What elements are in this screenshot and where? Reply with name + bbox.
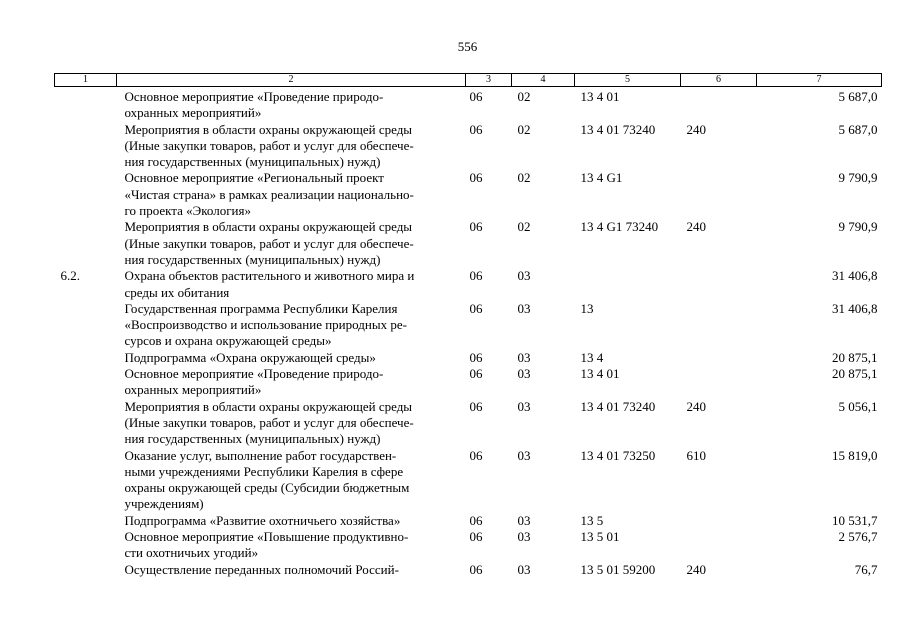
row-target-code: 13 5 xyxy=(580,512,604,528)
row-target-code: 13 4 01 73240 xyxy=(580,121,656,137)
row-subsection: 03 xyxy=(517,398,531,414)
row-target-code: 13 4 G1 xyxy=(580,170,623,186)
table-row xyxy=(55,350,882,366)
row-name: Мероприятия в области охраны окружающей среды (Иные закупки товаров, работ и услуг для обеспече- ния государственных (муниципальных) нужд) xyxy=(124,219,414,267)
row-name: Подпрограмма «Охрана окружающей среды» xyxy=(124,349,376,365)
table-row xyxy=(55,513,882,529)
header-col-6: 6 xyxy=(681,74,757,87)
page-number: 556 xyxy=(457,39,478,54)
row-section: 06 xyxy=(469,121,483,137)
row-subsection: 03 xyxy=(517,268,531,284)
row-number xyxy=(55,350,117,366)
row-target-code: 13 4 01 73250 xyxy=(580,447,656,463)
row-subsection: 03 xyxy=(517,512,531,528)
row-name: Основное мероприятие «Региональный проект «Чистая страна» в рамках реализации национально- го проекта «Экология» xyxy=(124,170,414,219)
row-section: 06 xyxy=(469,529,483,545)
row-number xyxy=(55,448,117,513)
table-row xyxy=(55,268,882,301)
row-target-code: 13 5 01 59200 xyxy=(580,561,656,577)
row-name: Основное мероприятие «Повышение продуктивно- сти охотничьих угодий» xyxy=(124,529,409,561)
row-subsection: 03 xyxy=(517,366,531,382)
row-amount: 31 406,8 xyxy=(832,300,878,316)
row-section: 06 xyxy=(469,89,483,104)
header-col-7: 7 xyxy=(757,74,882,87)
row-expense-type: 610 xyxy=(686,447,706,463)
row-expense-type xyxy=(681,513,757,529)
row-section: 06 xyxy=(469,300,483,316)
row-section: 06 xyxy=(469,447,483,463)
row-expense-type xyxy=(681,268,757,301)
row-name: Мероприятия в области охраны окружающей среды (Иные закупки товаров, работ и услуг для обеспече- ния государственных (муниципальных) нужд) xyxy=(124,398,414,447)
budget-table xyxy=(54,73,882,578)
table-header xyxy=(55,74,882,87)
row-amount: 5 687,0 xyxy=(838,121,878,137)
row-subsection: 02 xyxy=(517,121,531,137)
row-target-code xyxy=(575,268,681,301)
row-amount: 9 790,9 xyxy=(838,219,878,235)
row-expense-type xyxy=(681,301,757,350)
row-number xyxy=(55,219,117,268)
row-amount: 2 576,7 xyxy=(838,529,878,545)
row-subsection: 03 xyxy=(517,300,531,316)
row-number xyxy=(55,529,117,562)
row-subsection: 02 xyxy=(517,170,531,186)
row-amount: 9 790,9 xyxy=(838,170,878,186)
row-section: 06 xyxy=(469,366,483,382)
row-section: 06 xyxy=(469,512,483,528)
row-number xyxy=(55,170,117,219)
row-expense-type xyxy=(681,87,757,122)
header-col-2: 2 xyxy=(117,74,466,87)
row-target-code: 13 4 G1 73240 xyxy=(580,219,659,235)
row-name: Подпрограмма «Развитие охотничьего хозяйства» xyxy=(124,512,401,528)
row-name: Осуществление переданных полномочий Россий- xyxy=(124,561,399,577)
row-target-code: 13 4 01 73240 xyxy=(580,398,656,414)
row-subsection: 03 xyxy=(517,349,531,365)
row-section: 06 xyxy=(469,268,483,284)
row-expense-type: 240 xyxy=(686,398,706,414)
row-expense-type: 240 xyxy=(686,121,706,137)
row-name: Оказание услуг, выполнение работ государствен- ными учреждениями Республики Карелия в сфере охраны окружающей среды (Субсидии бюджетным учреждениям) xyxy=(124,447,410,512)
row-target-code: 13 4 01 xyxy=(580,366,620,382)
row-number xyxy=(55,562,117,578)
table-row xyxy=(55,170,882,219)
header-col-4: 4 xyxy=(512,74,575,87)
row-section: 06 xyxy=(469,398,483,414)
table-row xyxy=(55,122,882,171)
row-expense-type: 240 xyxy=(686,561,706,577)
row-subsection: 02 xyxy=(517,89,531,104)
row-amount: 5 687,0 xyxy=(838,89,878,104)
row-section: 06 xyxy=(469,219,483,235)
table-row xyxy=(55,562,882,578)
header-col-5: 5 xyxy=(575,74,681,87)
table-row xyxy=(55,366,882,399)
row-section: 06 xyxy=(469,561,483,577)
table-row xyxy=(55,529,882,562)
row-number: 6.2. xyxy=(60,268,80,284)
row-target-code: 13 4 01 xyxy=(580,89,620,104)
row-amount: 76,7 xyxy=(854,561,878,577)
row-name: Мероприятия в области охраны окружающей среды (Иные закупки товаров, работ и услуг для обеспече- ния государственных (муниципальных) нужд) xyxy=(124,121,414,170)
row-subsection: 03 xyxy=(517,447,531,463)
row-amount: 20 875,1 xyxy=(832,366,878,382)
row-name: Охрана объектов растительного и животного мира и среды их обитания xyxy=(124,268,415,300)
row-subsection: 02 xyxy=(517,219,531,235)
row-expense-type xyxy=(681,366,757,399)
row-section: 06 xyxy=(469,349,483,365)
row-number xyxy=(55,399,117,448)
table-row xyxy=(55,399,882,448)
row-number xyxy=(55,301,117,350)
row-target-code: 13 5 01 xyxy=(580,529,620,545)
table-row xyxy=(55,87,882,122)
row-number xyxy=(55,366,117,399)
row-expense-type xyxy=(681,529,757,562)
table-row xyxy=(55,448,882,513)
row-subsection: 03 xyxy=(517,529,531,545)
row-name: Государственная программа Республики Карелия «Воспроизводство и использование природных ре- сурсов и охрана окружающей среды» xyxy=(124,300,407,349)
row-amount: 31 406,8 xyxy=(832,268,878,284)
row-expense-type xyxy=(681,350,757,366)
row-name: Основное мероприятие «Проведение природо- охранных мероприятий» xyxy=(124,366,384,398)
row-name: Основное мероприятие «Проведение природо- охранных мероприятий» xyxy=(124,89,384,121)
table-row xyxy=(55,301,882,350)
header-col-3: 3 xyxy=(466,74,512,87)
row-target-code: 13 4 xyxy=(580,349,604,365)
row-amount: 20 875,1 xyxy=(832,349,878,365)
row-subsection: 03 xyxy=(517,561,531,577)
row-number xyxy=(55,513,117,529)
row-expense-type xyxy=(681,170,757,219)
table-row xyxy=(55,219,882,268)
row-amount: 5 056,1 xyxy=(838,398,878,414)
row-target-code: 13 xyxy=(580,300,594,316)
row-section: 06 xyxy=(469,170,483,186)
row-amount: 10 531,7 xyxy=(832,512,878,528)
header-col-1: 1 xyxy=(55,74,117,87)
table-body xyxy=(55,87,882,578)
row-number xyxy=(55,122,117,171)
row-number xyxy=(55,87,117,122)
row-expense-type: 240 xyxy=(686,219,706,235)
row-amount: 15 819,0 xyxy=(832,447,878,463)
